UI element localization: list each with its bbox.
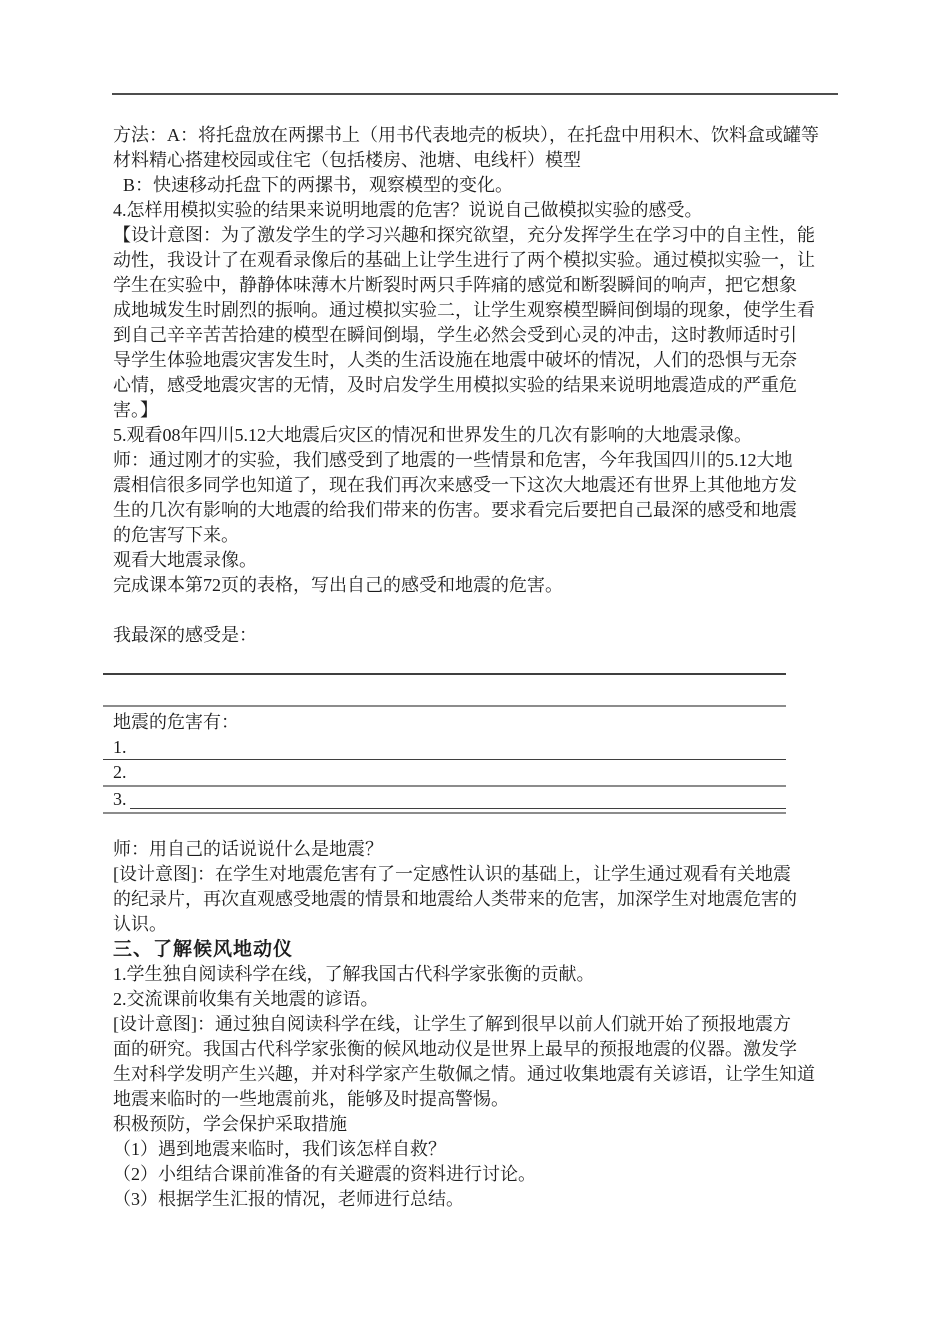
document-body (113, 123, 839, 1212)
text-line: 害。】 (113, 400, 158, 420)
harm-table-header: 地震的危害有： (113, 712, 239, 732)
section-heading: 三、了解候风地动仪 (113, 939, 294, 960)
feelings-write-line (103, 648, 786, 675)
text-line: [设计意图]：通过独自阅读科学在线，让学生了解到很早以前人们就开始了预报地震方 (113, 1014, 791, 1034)
harm-table-row-3-write-line (130, 787, 787, 809)
harm-table-row-3-label: 3. (113, 789, 127, 809)
text-line: 地震来临时的一些地震前兆，能够及时提高警惕。 (113, 1089, 509, 1109)
text-line: 5.观看08年四川5.12大地震后灾区的情况和世界发生的几次有影响的大地震录像。 (113, 425, 752, 445)
text-line: 积极预防，学会保护采取措施 (113, 1114, 347, 1134)
blank-line (113, 675, 839, 705)
text-line: 完成课本第72页的表格，写出自己的感受和地震的危害。 (113, 575, 563, 595)
text-line: （2）小组结合课前准备的有关避震的资料进行讨论。 (113, 1164, 536, 1184)
text-line: 导学生体验地震灾害发生时，人类的生活设施在地震中破坏的情况，人们的恐惧与无奈 (113, 350, 797, 370)
text-line: 的危害写下来。 (113, 525, 239, 545)
harm-table-row-3 (103, 787, 786, 812)
text-line: B：快速移动托盘下的两摞书，观察模型的变化。 (123, 175, 514, 195)
text-line: 到自己辛辛苦苦拾建的模型在瞬间倒塌，学生必然会受到心灵的冲击，这时教师适时引 (113, 325, 797, 345)
text-line: 师：通过刚才的实验，我们感受到了地震的一些情景和危害，今年我国四川的5.12大地 (113, 450, 793, 470)
text-line: （1）遇到地震来临时，我们该怎样自救？ (113, 1139, 446, 1159)
text-line: 生的几次有影响的大地震的给我们带来的伤害。要求看完后要把自己最深的感受和地震 (113, 500, 797, 520)
text-line: 材料精心搭建校园或住宅（包括楼房、池塘、电线杆）模型 (113, 150, 581, 170)
harm-table-row-2: 2. (103, 760, 786, 787)
text-line: 成地城发生时剧烈的振响。通过模拟实验二，让学生观察模型瞬间倒塌的现象，使学生看 (113, 300, 815, 320)
text-line: 【设计意图：为了激发学生的学习兴趣和探究欲望，充分发挥学生在学习中的自主性，能 (113, 225, 815, 245)
feelings-label: 我最深的感受是： (113, 625, 257, 645)
text-line: 生对科学发明产生兴趣，并对科学家产生敬佩之情。通过收集地震有关谚语，让学生知道 (113, 1064, 815, 1084)
harm-table (103, 705, 786, 814)
text-line: 4.怎样用模拟实验的结果来说明地震的危害？说说自己做模拟实验的感受。 (113, 200, 703, 220)
text-line: 学生在实验中，静静体味薄木片断裂时两只手阵痛的感觉和断裂瞬间的响声，把它想象 (113, 275, 797, 295)
text-line: [设计意图]：在学生对地震危害有了一定感性认识的基础上，让学生通过观看有关地震 (113, 864, 791, 884)
text-line: 认识。 (113, 914, 167, 934)
text-line: 动性，我设计了在观看录像后的基础上让学生进行了两个模拟实验。通过模拟实验一，让 (113, 250, 815, 270)
text-line: 方法：A：将托盘放在两摞书上（用书代表地壳的板块），在托盘中用积木、饮料盒或罐等 (113, 125, 819, 145)
text-line: （3）根据学生汇报的情况，老师进行总结。 (113, 1189, 464, 1209)
text-line: 1.学生独自阅读科学在线，了解我国古代科学家张衡的贡献。 (113, 964, 595, 984)
blank-line (113, 814, 839, 837)
text-line: 师：用自己的话说说什么是地震？ (113, 839, 383, 859)
text-line: 震相信很多同学也知道了，现在我们再次来感受一下这次大地震还有世界上其他地方发 (113, 475, 797, 495)
text-line: 2.交流课前收集有关地震的谚语。 (113, 989, 379, 1009)
text-line: 心情，感受地震灾害的无情，及时启发学生用模拟实验的结果来说明地震造成的严重危 (113, 375, 797, 395)
text-line: 的纪录片，再次直观感受地震的情景和地震给人类带来的危害，加深学生对地震危害的 (113, 889, 797, 909)
text-line: 观看大地震录像。 (113, 550, 257, 570)
harm-table-row-1: 1. (103, 735, 786, 760)
blank-line (113, 598, 839, 623)
header-divider (112, 93, 838, 95)
text-line: 面的研究。我国古代科学家张衡的候风地动仪是世界上最早的预报地震的仪器。激发学 (113, 1039, 797, 1059)
